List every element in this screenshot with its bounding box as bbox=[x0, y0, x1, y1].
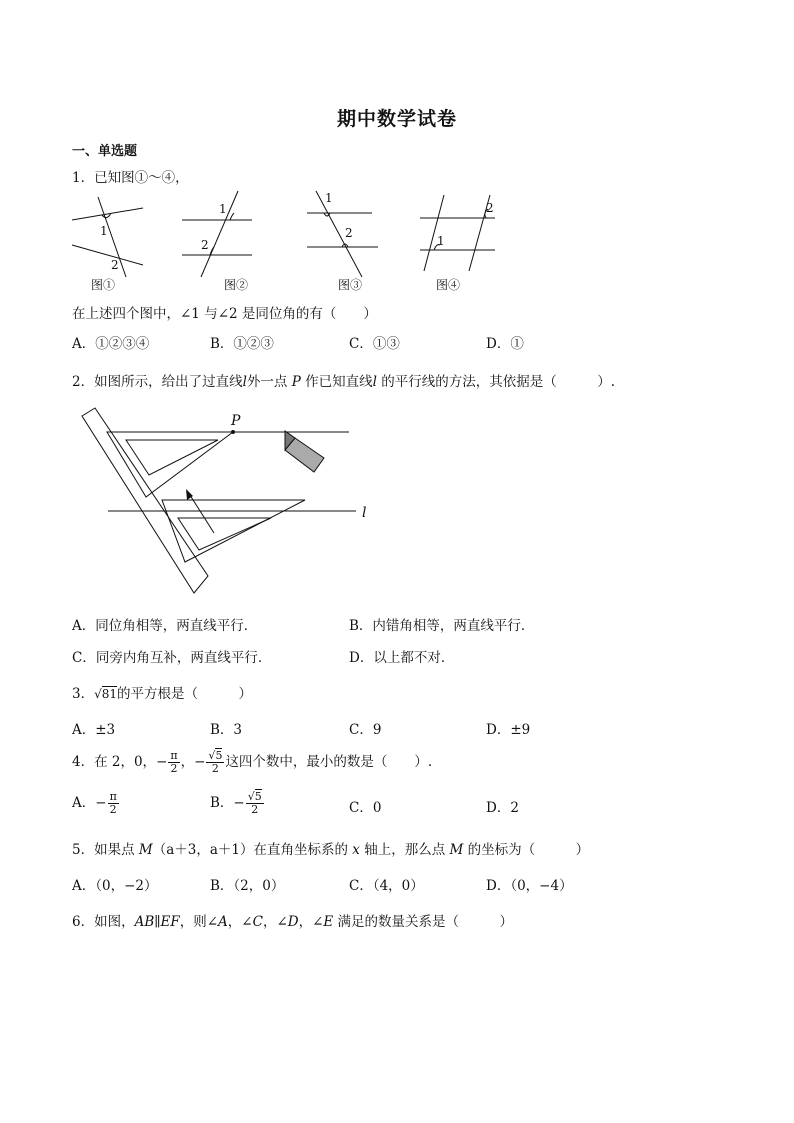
fig3-label-2: 2 bbox=[345, 226, 353, 240]
fig2-label-1: 1 bbox=[219, 202, 227, 216]
q3-option-a: A．±3 bbox=[72, 722, 116, 738]
fig3-caption: 图③ bbox=[338, 278, 363, 292]
q5-option-a: A．（0，−2） bbox=[72, 878, 158, 894]
fig1-line-bottom bbox=[72, 245, 143, 265]
page-title: 期中数学试卷 bbox=[336, 108, 457, 130]
frac-sqrt5-over-2: $\frac{√5}{2}$ bbox=[208, 749, 223, 775]
fig2-label-2: 2 bbox=[201, 238, 209, 252]
fig2-caption: 图② bbox=[224, 278, 249, 292]
fig2-angle-arc-bottom bbox=[210, 247, 214, 255]
q4-option-d: D．2 bbox=[486, 800, 519, 816]
q1-option-d: D．① bbox=[486, 336, 524, 352]
q4-option-c: C．0 bbox=[349, 800, 382, 816]
fig4-label-1: 1 bbox=[437, 234, 445, 248]
q3-option-c: C．9 bbox=[349, 722, 382, 738]
sqrt-81: √81 bbox=[94, 687, 118, 701]
q3-option-b: B．3 bbox=[210, 722, 243, 738]
q6-stem: 6．如图，AB∥EF，则∠A，∠C，∠D，∠E 满足的数量关系是（ ） bbox=[72, 914, 514, 930]
q1-stem: 1．已知图①～④， bbox=[72, 170, 189, 186]
fig1-label-2: 2 bbox=[111, 258, 119, 272]
q2-option-a: A．同位角相等，两直线平行． bbox=[72, 618, 258, 634]
set-square-lower-inner bbox=[178, 518, 271, 550]
set-square-upper-inner bbox=[126, 440, 218, 475]
fig4-label-2: 2 bbox=[486, 201, 494, 215]
q4-option-b: B．− $\frac{√5}{2}$ bbox=[210, 790, 262, 816]
q2-option-d: D．以上都不对． bbox=[349, 650, 455, 666]
fig1-line-top bbox=[72, 208, 143, 220]
q5-option-d: D．（0，−4） bbox=[486, 878, 573, 894]
section-heading: 一、单选题 bbox=[72, 144, 138, 159]
q5-stem: 5．如果点 M（a＋3，a＋1）在直角坐标系的 x 轴上，那么点 M 的坐标为（ ） bbox=[72, 842, 590, 858]
fig2-angle-arc-top bbox=[230, 213, 234, 220]
fig3-label-1: 1 bbox=[325, 191, 333, 205]
label-l: l bbox=[362, 505, 367, 521]
label-p: P bbox=[231, 413, 241, 429]
point-p bbox=[231, 430, 235, 434]
fig1-caption: 图① bbox=[91, 278, 116, 292]
arrow-shaft bbox=[188, 492, 214, 533]
q2-option-c: C．同旁内角互补，两直线平行． bbox=[72, 650, 272, 666]
q1-option-b: B．①②③ bbox=[210, 336, 274, 352]
fig3-transversal bbox=[316, 191, 362, 277]
q1-option-c: C．①③ bbox=[349, 336, 400, 352]
q5-option-b: B．（2，0） bbox=[210, 878, 285, 894]
fig4-caption: 图④ bbox=[436, 278, 461, 292]
frac-pi-over-2: $\frac{\pi}{2}$ bbox=[170, 749, 178, 775]
q2-option-b: B．内错角相等，两直线平行． bbox=[349, 618, 535, 634]
q4-stem: 4．在 2，0，− $\frac{\pi}{2}$ ，− $\frac{√5}{2}$ 这四个数中，最小的数是（ ）. bbox=[72, 749, 433, 775]
fig4-transversal-left bbox=[424, 195, 444, 271]
q3-stem: 3．√81的平方根是（ ） bbox=[72, 686, 253, 702]
q2-stem: 2．如图所示，给出了过直线l外一点 P 作已知直线l 的平行线的方法，其依据是（ ）. bbox=[72, 374, 616, 390]
set-square-lower bbox=[162, 500, 305, 562]
q3-option-d: D．±9 bbox=[486, 722, 531, 738]
q1-question: 在上述四个图中，∠1 与∠2 是同位角的有（ ） bbox=[72, 306, 377, 322]
q5-option-c: C．（4，0） bbox=[349, 878, 424, 894]
q1-option-a: A．①②③④ bbox=[72, 336, 150, 352]
q2-figure bbox=[0, 400, 794, 600]
q4-option-a: A．− $\frac{\pi}{2}$ bbox=[72, 790, 117, 816]
fig1-label-1: 1 bbox=[100, 224, 108, 238]
